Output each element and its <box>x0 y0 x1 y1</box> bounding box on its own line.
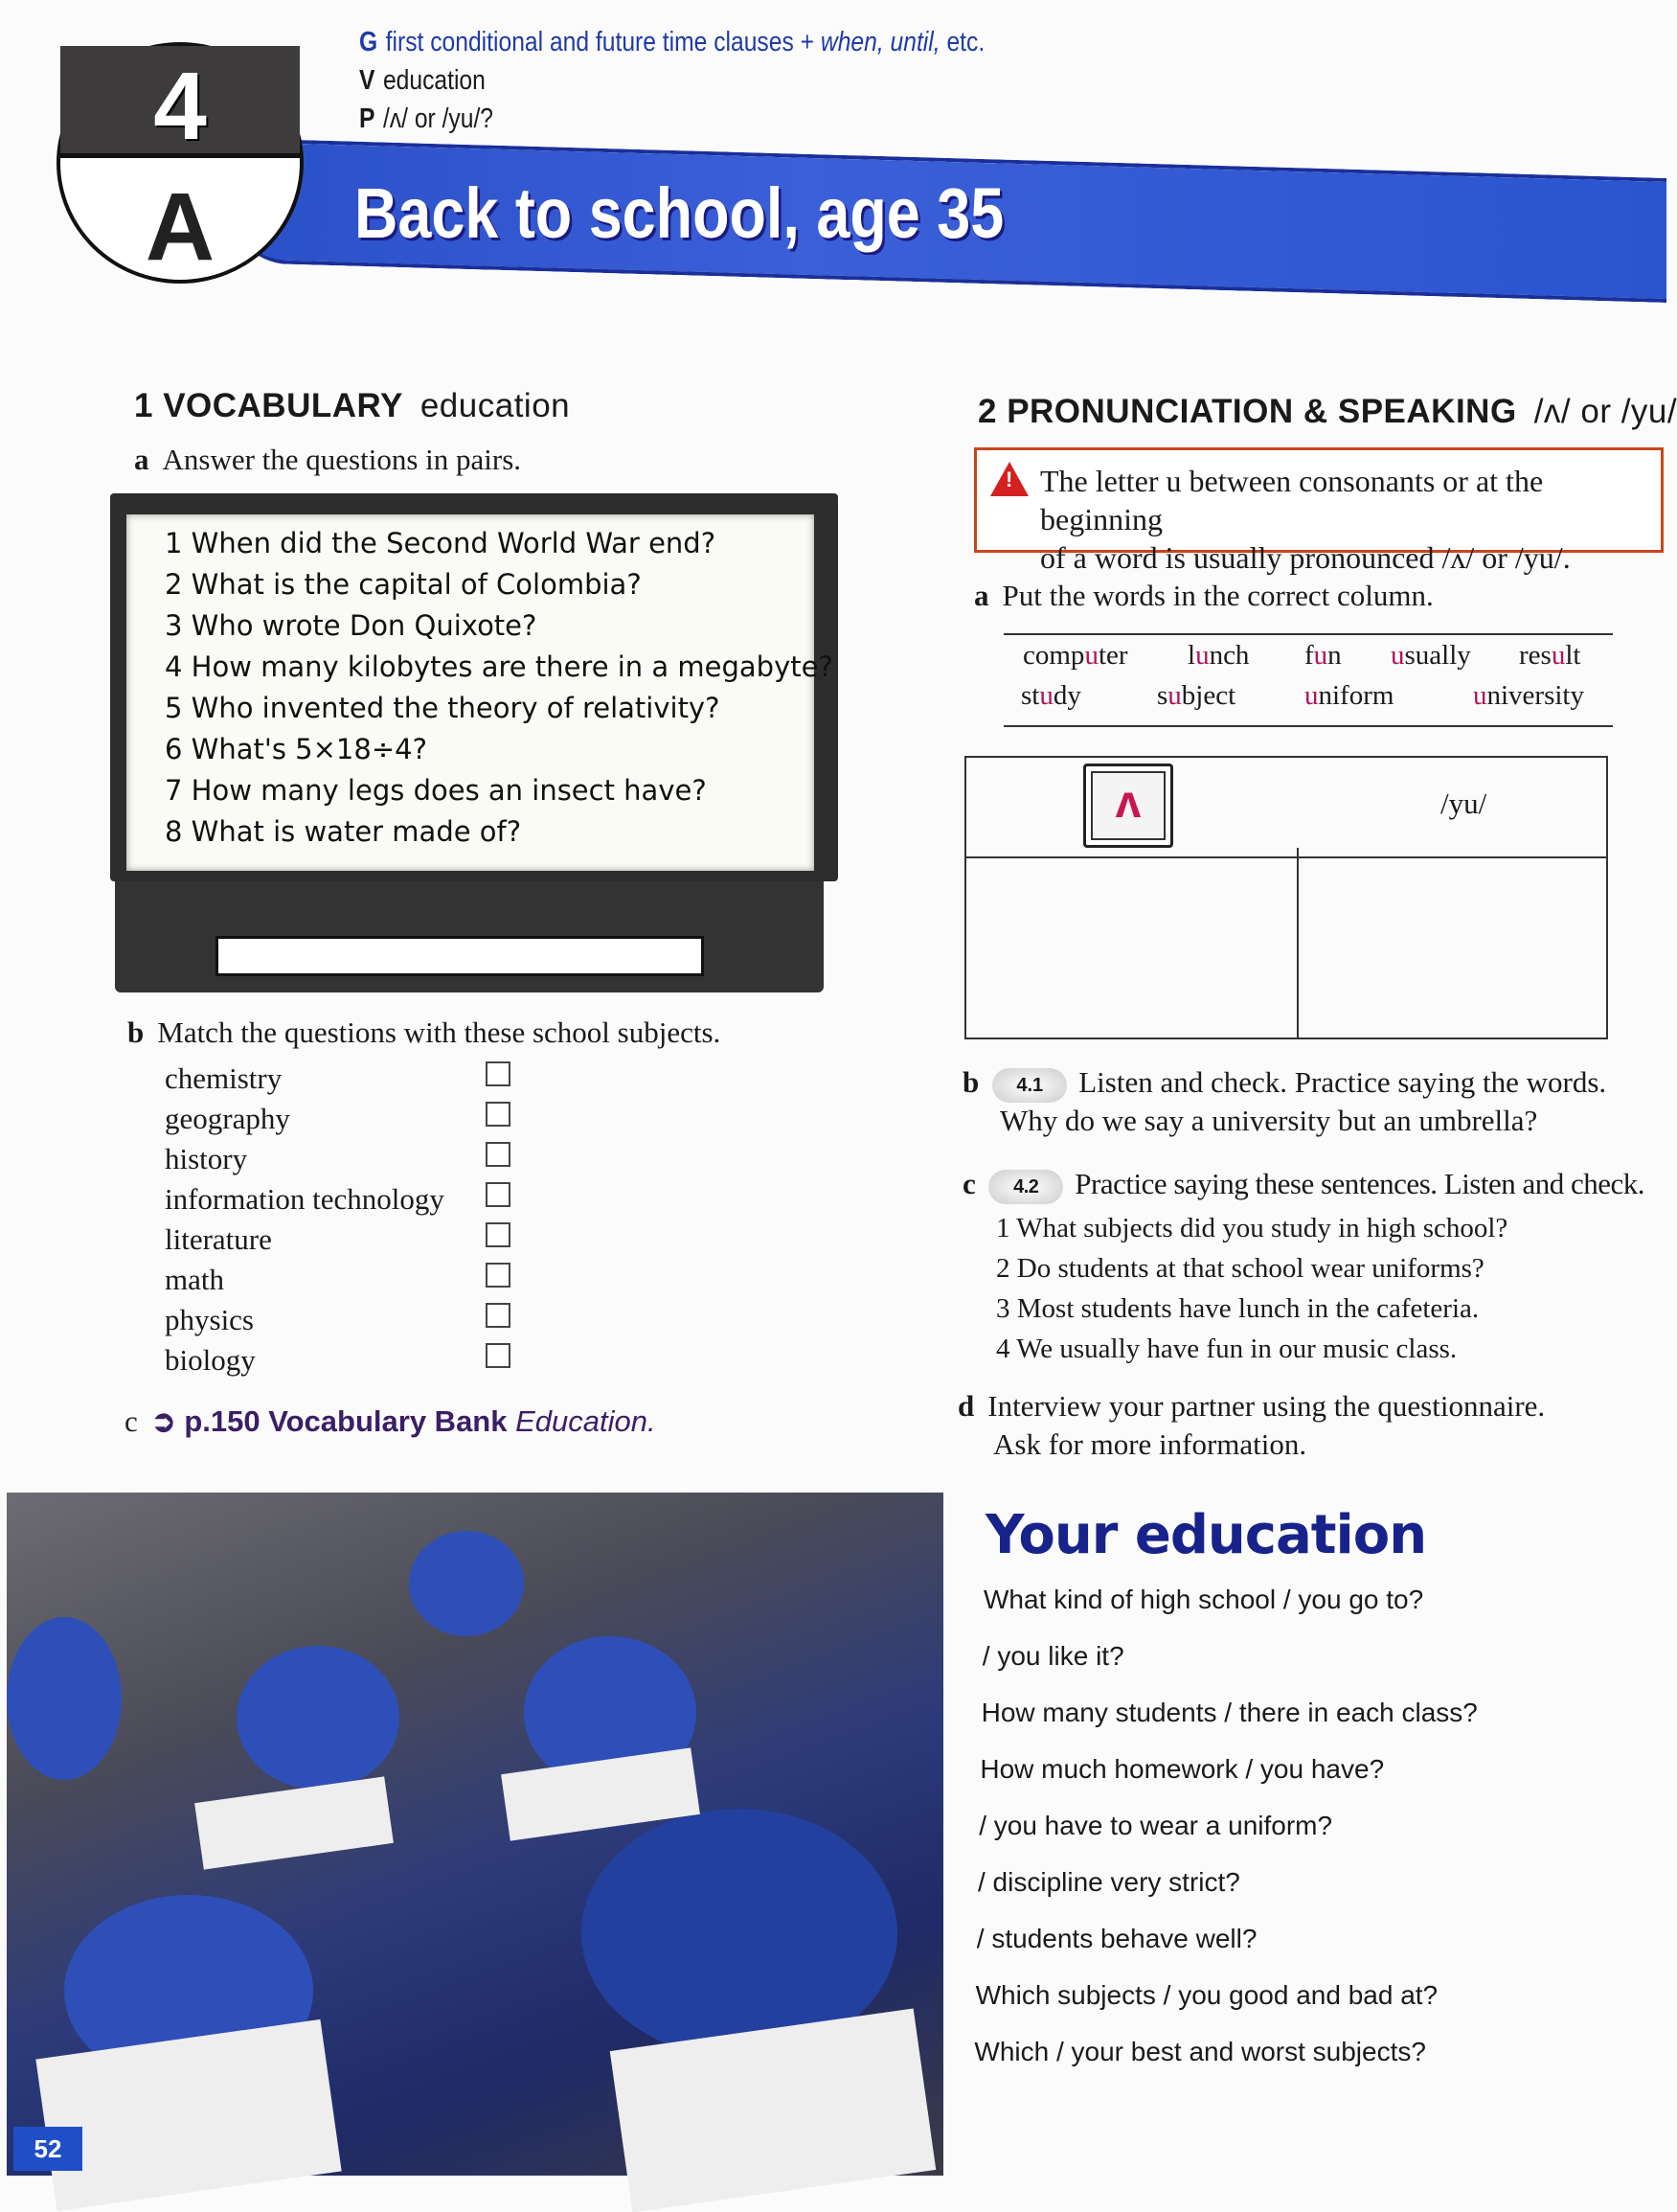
questionnaire-item: What kind of high school / you go to? <box>984 1585 1424 1614</box>
objective-grammar: G first conditional and future time clauses + when, until, etc. <box>359 27 986 57</box>
subject-item: biology <box>165 1343 256 1377</box>
pron-c-instruction: c 4.2 Practice saying these sentences. Listen and check. <box>963 1167 1644 1204</box>
audio-track-button[interactable]: 4.2 <box>988 1170 1063 1204</box>
unit-letter: A <box>145 173 215 281</box>
board-question: 1 When did the Second World War end? <box>165 527 716 559</box>
sound-columns-table <box>964 756 1608 1039</box>
questionnaire-item: / discipline very strict? <box>978 1867 1240 1897</box>
subject-item: math <box>165 1263 224 1296</box>
board-question: 8 What is water made of? <box>165 815 522 848</box>
word-item: result <box>1519 640 1581 671</box>
page-title: Back to school, age 35 <box>354 173 1005 253</box>
board-question: 7 How many legs does an insect have? <box>165 774 707 807</box>
subject-checkbox[interactable] <box>486 1303 510 1328</box>
arrow-circle-icon: ➲ <box>150 1404 185 1438</box>
divider <box>1004 725 1613 727</box>
word-item: computer <box>1023 640 1128 671</box>
subject-checkbox[interactable] <box>486 1142 510 1167</box>
questionnaire-item: How many students / there in each class? <box>981 1698 1478 1727</box>
subject-checkbox[interactable] <box>486 1102 510 1127</box>
pron-a-instruction: a Put the words in the correct column. <box>974 579 1434 612</box>
subject-checkbox[interactable] <box>486 1343 510 1368</box>
page-number: 52 <box>13 2127 82 2171</box>
vocab-b-instruction: b Match the questions with these school subjects. <box>127 1015 721 1049</box>
warning-icon <box>990 462 1029 496</box>
board-question: 6 What's 5×18÷4? <box>165 733 427 765</box>
sentence-item: 4 We usually have fun in our music class. <box>996 1334 1458 1364</box>
word-item: university <box>1473 680 1584 711</box>
sentence-item: 3 Most students have lunch in the cafeteria. <box>996 1293 1480 1324</box>
subject-item: history <box>165 1142 248 1175</box>
word-item: fun <box>1304 640 1342 671</box>
sound-symbol-card: ʌ <box>1083 764 1173 848</box>
word-item: usually <box>1391 640 1471 671</box>
pron-d-instruction: d Interview your partner using the questionnaire. <box>958 1389 1546 1423</box>
unit-number: 4 <box>153 53 207 160</box>
questionnaire-item: Which / your best and worst subjects? <box>974 2037 1426 2066</box>
questionnaire-item: / you have to wear a uniform? <box>979 1811 1333 1840</box>
questionnaire-item: How much homework / you have? <box>980 1754 1385 1784</box>
subject-checkbox[interactable] <box>486 1222 510 1247</box>
sentence-item: 2 Do students at that school wear uniforms? <box>996 1253 1484 1284</box>
subject-item: physics <box>165 1303 254 1336</box>
subject-checkbox[interactable] <box>486 1061 510 1086</box>
pronunciation-heading: 2 PRONUNCIATION & SPEAKING /ʌ/ or /yu/ <box>978 393 1677 430</box>
questionnaire-heading: Your education <box>986 1504 1427 1566</box>
board-question: 5 Who invented the theory of relativity? <box>165 692 720 724</box>
objective-pronunciation: P /ʌ/ or /yu/? <box>359 103 494 134</box>
pronunciation-tip: ! The letter u between consonants or at the beginning of a word is usually pronounced /ʌ/ or /yu/. <box>974 447 1664 553</box>
vocabulary-heading: 1 VOCABULARY education <box>134 387 571 424</box>
word-item: study <box>1021 680 1081 711</box>
pron-b-question: Why do we say a university but an umbrella? <box>1000 1104 1538 1137</box>
word-item: lunch <box>1188 640 1250 671</box>
board-question: 4 How many kilobytes are there in a megabyte? <box>165 650 833 683</box>
subject-checkbox[interactable] <box>486 1263 510 1288</box>
subject-item: geography <box>165 1102 290 1135</box>
subject-item: chemistry <box>165 1061 283 1095</box>
subject-checkbox[interactable] <box>486 1182 510 1207</box>
audio-track-button[interactable]: 4.1 <box>992 1068 1067 1103</box>
questionnaire-item: Which subjects / you good and bad at? <box>975 1980 1439 2010</box>
objective-vocabulary: V education <box>359 65 486 96</box>
unit-badge <box>57 42 304 284</box>
whiteboard-tray <box>115 881 824 992</box>
pron-d-line2: Ask for more information. <box>993 1427 1307 1461</box>
vocab-a-instruction: a Answer the questions in pairs. <box>134 443 522 476</box>
divider <box>1004 633 1613 635</box>
board-question: 2 What is the capital of Colombia? <box>165 568 642 601</box>
vocabulary-bank-link[interactable]: c ➲ p.150 Vocabulary Bank Education. <box>125 1404 656 1438</box>
classroom-photo <box>7 1493 943 2176</box>
questionnaire-item: / students behave well? <box>976 1924 1258 1953</box>
sentence-item: 1 What subjects did you study in high school? <box>996 1213 1508 1243</box>
subject-item: literature <box>165 1222 272 1256</box>
board-question: 3 Who wrote Don Quixote? <box>165 609 537 642</box>
questionnaire-item: / you like it? <box>982 1641 1124 1671</box>
word-item: subject <box>1157 680 1236 711</box>
pron-b-instruction: b 4.1 Listen and check. Practice saying the words. <box>963 1065 1606 1103</box>
word-item: uniform <box>1304 680 1394 711</box>
column-header-yu: /yu/ <box>1440 787 1487 820</box>
subject-item: information technology <box>165 1182 444 1216</box>
